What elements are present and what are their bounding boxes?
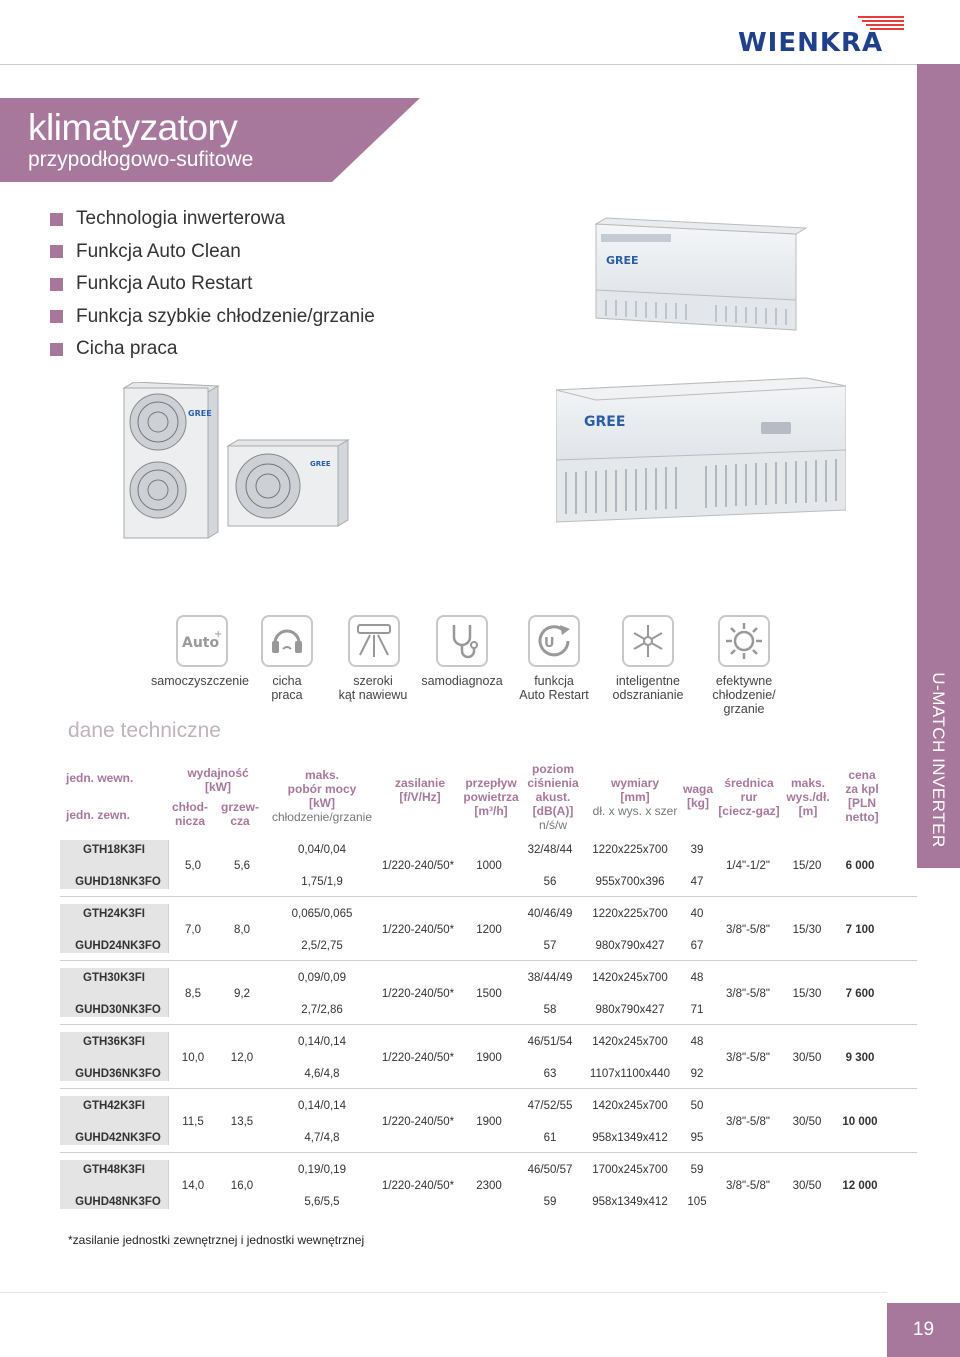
icon-label: funkcja Auto Restart (519, 674, 589, 702)
airflow: 1200 (476, 924, 502, 936)
outdoor-model: GUHD42NK3FO (75, 1132, 161, 1144)
price: 7 100 (845, 924, 875, 936)
noise-indoor: 46/51/54 (527, 1036, 573, 1048)
power-indoor: 0,14/0,14 (298, 1100, 346, 1112)
self-diagnosis-icon (436, 615, 488, 667)
header-maxlen: maks. wys./dł. [m] (786, 776, 830, 818)
logo-text: WIENKRA (738, 28, 884, 58)
noise-indoor: 47/52/55 (527, 1100, 573, 1112)
header-unit-indoor: jedn. wewn. (66, 771, 134, 785)
noise-outdoor: 63 (543, 1068, 557, 1080)
quiet-icon (261, 615, 313, 667)
heating-capacity: 13,5 (230, 1116, 254, 1128)
header-dims: wymiary [mm] (610, 776, 660, 804)
header-airflow: przepływ powietrza [m³/h] (463, 776, 519, 818)
cooling-capacity: 10,0 (181, 1052, 205, 1064)
wide-angle-icon (348, 615, 400, 667)
header-noise-sub: n/ś/w (538, 818, 567, 832)
header-price: cena za kpl [PLN netto] (845, 768, 879, 824)
outdoor-model: GUHD30NK3FO (75, 1004, 161, 1016)
airflow: 2300 (476, 1180, 502, 1192)
icon-label: inteligentne odszranianie (612, 674, 684, 702)
power-indoor: 0,09/0,09 (298, 972, 346, 984)
header-unit-outdoor: jedn. zewn. (66, 808, 131, 822)
outdoor-model: GUHD48NK3FO (75, 1196, 161, 1208)
page-subtitle: przypodłogowo-sufitowe (28, 148, 254, 171)
heat-cool-icon (718, 615, 770, 667)
price: 7 600 (845, 988, 875, 1000)
header-pipe: średnica rur [ciecz-gaz] (718, 776, 780, 818)
header-divider (0, 64, 960, 65)
airflow: 1000 (476, 860, 502, 872)
header-power: maks. pobór mocy [kW] (287, 768, 357, 810)
indoor-model: GTH48K3FI (83, 1164, 145, 1176)
noise-outdoor: 57 (543, 940, 557, 952)
svg-text:GREE: GREE (584, 414, 626, 430)
header-noise: poziom ciśnienia akust. [dB(A)] (527, 762, 579, 818)
auto-restart-icon (528, 615, 580, 667)
noise-indoor: 38/44/49 (527, 972, 573, 984)
weight-outdoor: 47 (690, 876, 704, 888)
feature-list (50, 203, 375, 366)
weight-outdoor: 71 (690, 1004, 704, 1016)
weight-indoor: 40 (690, 908, 704, 920)
weight-indoor: 50 (690, 1100, 704, 1112)
svg-text:GREE: GREE (606, 254, 639, 267)
row-divider (60, 1152, 917, 1153)
dims-indoor: 1220x225x700 (592, 844, 668, 856)
noise-outdoor: 61 (543, 1132, 557, 1144)
noise-outdoor: 59 (543, 1196, 557, 1208)
feature-item: Funkcja szybkie chłodzenie/grzanie (50, 301, 375, 334)
outdoor-model: GUHD18NK3FO (75, 876, 161, 888)
icon-label: samoczyszczenie (151, 674, 249, 688)
indoor-model: GTH36K3FI (83, 1036, 145, 1048)
noise-outdoor: 58 (543, 1004, 557, 1016)
price: 12 000 (842, 1180, 878, 1192)
indoor-model: GTH24K3FI (83, 908, 145, 920)
noise-outdoor: 56 (543, 876, 557, 888)
feature-item: Funkcja Auto Clean (50, 236, 375, 269)
power-outdoor: 5,6/5,5 (304, 1196, 340, 1208)
icon-label: efektywne chłodzenie/ grzanie (712, 674, 776, 716)
footer-divider (0, 1292, 887, 1293)
supply: 1/220-240/50* (381, 1116, 455, 1128)
pipe-diameter: 3/8"-5/8" (726, 924, 770, 936)
max-length: 30/50 (792, 1052, 822, 1064)
page-title: klimatyzatory (28, 107, 238, 148)
bullet-square-icon (50, 278, 63, 291)
pipe-diameter: 1/4"-1/2" (726, 860, 770, 872)
header-heating: grzew- cza (220, 800, 259, 828)
weight-indoor: 48 (690, 1036, 704, 1048)
row-divider (60, 1024, 917, 1025)
heating-capacity: 9,2 (234, 988, 250, 1000)
dims-outdoor: 958x1349x412 (592, 1196, 668, 1208)
heating-capacity: 16,0 (230, 1180, 254, 1192)
pipe-diameter: 3/8"-5/8" (726, 1116, 770, 1128)
outdoor-model: GUHD24NK3FO (75, 940, 161, 952)
svg-text:+: + (214, 629, 223, 640)
max-length: 30/50 (792, 1180, 822, 1192)
weight-outdoor: 95 (690, 1132, 704, 1144)
row-divider (60, 896, 917, 897)
pipe-diameter: 3/8"-5/8" (726, 988, 770, 1000)
auto-clean-icon (176, 615, 228, 667)
svg-text:GREE: GREE (310, 460, 331, 468)
header-dims-sub: dł. x wys. x szer (592, 804, 678, 818)
bullet-square-icon (50, 213, 63, 226)
svg-text:Auto: Auto (182, 635, 220, 651)
dims-indoor: 1420x245x700 (592, 1100, 668, 1112)
supply: 1/220-240/50* (381, 1052, 455, 1064)
noise-indoor: 46/50/57 (527, 1164, 573, 1176)
column-separator (168, 1096, 169, 1145)
weight-indoor: 48 (690, 972, 704, 984)
power-indoor: 0,04/0,04 (298, 844, 346, 856)
dims-indoor: 1420x245x700 (592, 972, 668, 984)
indoor-model: GTH18K3FI (83, 844, 145, 856)
dims-outdoor: 980x790x427 (595, 940, 665, 952)
brand-logo (738, 14, 904, 58)
column-separator (168, 904, 169, 953)
indoor-model: GTH42K3FI (83, 1100, 145, 1112)
max-length: 15/30 (792, 988, 822, 1000)
cooling-capacity: 7,0 (185, 924, 201, 936)
dims-indoor: 1420x245x700 (592, 1036, 668, 1048)
header-supply: zasilanie [f/V/Hz] (394, 776, 446, 804)
bullet-square-icon (50, 310, 63, 323)
max-length: 15/30 (792, 924, 822, 936)
dims-outdoor: 980x790x427 (595, 1004, 665, 1016)
page-number: 19 (887, 1303, 960, 1357)
icon-label: szeroki kąt nawiewu (338, 674, 408, 702)
svg-text:U: U (544, 636, 555, 651)
price: 6 000 (845, 860, 875, 872)
power-indoor: 0,065/0,065 (291, 908, 353, 920)
weight-indoor: 59 (690, 1164, 704, 1176)
feature-item: Funkcja Auto Restart (50, 268, 375, 301)
weight-outdoor: 105 (687, 1196, 707, 1208)
outdoor-model: GUHD36NK3FO (75, 1068, 161, 1080)
power-indoor: 0,14/0,14 (298, 1036, 346, 1048)
icon-label: cicha praca (271, 674, 303, 702)
column-separator (168, 1160, 169, 1209)
weight-indoor: 39 (690, 844, 704, 856)
header-weight: waga [kg] (682, 782, 713, 810)
weight-outdoor: 92 (690, 1068, 704, 1080)
row-divider (60, 1088, 917, 1089)
heating-capacity: 8,0 (234, 924, 250, 936)
pipe-diameter: 3/8"-5/8" (726, 1180, 770, 1192)
header-cooling: chłod- nicza (172, 800, 208, 828)
footnote: *zasilanie jednostki zewnętrznej i jednostki wewnętrznej (68, 1233, 365, 1247)
bullet-square-icon (50, 343, 63, 356)
cooling-capacity: 5,0 (185, 860, 201, 872)
feature-item: Cicha praca (50, 333, 375, 366)
outdoor-unit-image (118, 382, 354, 602)
dims-outdoor: 955x700x396 (595, 876, 665, 888)
noise-indoor: 40/46/49 (527, 908, 573, 920)
weight-outdoor: 67 (690, 940, 704, 952)
supply: 1/220-240/50* (381, 860, 455, 872)
column-separator (168, 968, 169, 1017)
power-outdoor: 2,5/2,75 (301, 940, 343, 952)
price: 9 300 (845, 1052, 875, 1064)
feature-icons (0, 615, 917, 715)
heating-capacity: 12,0 (230, 1052, 254, 1064)
column-separator (168, 1032, 169, 1081)
icon-label: samodiagnoza (421, 674, 503, 688)
price: 10 000 (842, 1116, 878, 1128)
svg-text:GREE: GREE (188, 409, 212, 418)
power-indoor: 0,19/0,19 (298, 1164, 346, 1176)
header-power-sub: chłodzenie/grzanie (271, 810, 373, 824)
indoor-model: GTH30K3FI (83, 972, 145, 984)
dims-outdoor: 958x1349x412 (592, 1132, 668, 1144)
cooling-capacity: 8,5 (185, 988, 201, 1000)
defrost-icon (622, 615, 674, 667)
max-length: 15/20 (792, 860, 822, 872)
header-capacity: wydajność [kW] (187, 766, 249, 794)
dims-indoor: 1220x225x700 (592, 908, 668, 920)
dims-outdoor: 1107x1100x440 (589, 1068, 671, 1080)
power-outdoor: 1,75/1,9 (301, 876, 343, 888)
max-length: 30/50 (792, 1116, 822, 1128)
airflow: 1900 (476, 1052, 502, 1064)
side-label: U-MATCH INVERTER (929, 672, 948, 848)
supply: 1/220-240/50* (381, 1180, 455, 1192)
airflow: 1900 (476, 1116, 502, 1128)
power-outdoor: 4,7/4,8 (304, 1132, 340, 1144)
cooling-capacity: 11,5 (182, 1116, 204, 1128)
heating-capacity: 5,6 (234, 860, 250, 872)
cooling-capacity: 14,0 (181, 1180, 205, 1192)
bullet-square-icon (50, 245, 63, 258)
indoor-unit-image (556, 210, 846, 610)
power-outdoor: 4,6/4,8 (304, 1068, 340, 1080)
supply: 1/220-240/50* (381, 924, 455, 936)
noise-indoor: 32/48/44 (527, 844, 573, 856)
power-outdoor: 2,7/2,86 (301, 1004, 343, 1016)
column-separator (168, 840, 169, 889)
feature-item: Technologia inwerterowa (50, 203, 375, 236)
supply: 1/220-240/50* (381, 988, 455, 1000)
section-title: dane techniczne (68, 719, 221, 742)
airflow: 1500 (476, 988, 502, 1000)
pipe-diameter: 3/8"-5/8" (726, 1052, 770, 1064)
row-divider (60, 960, 917, 961)
dims-indoor: 1700x245x700 (592, 1164, 668, 1176)
